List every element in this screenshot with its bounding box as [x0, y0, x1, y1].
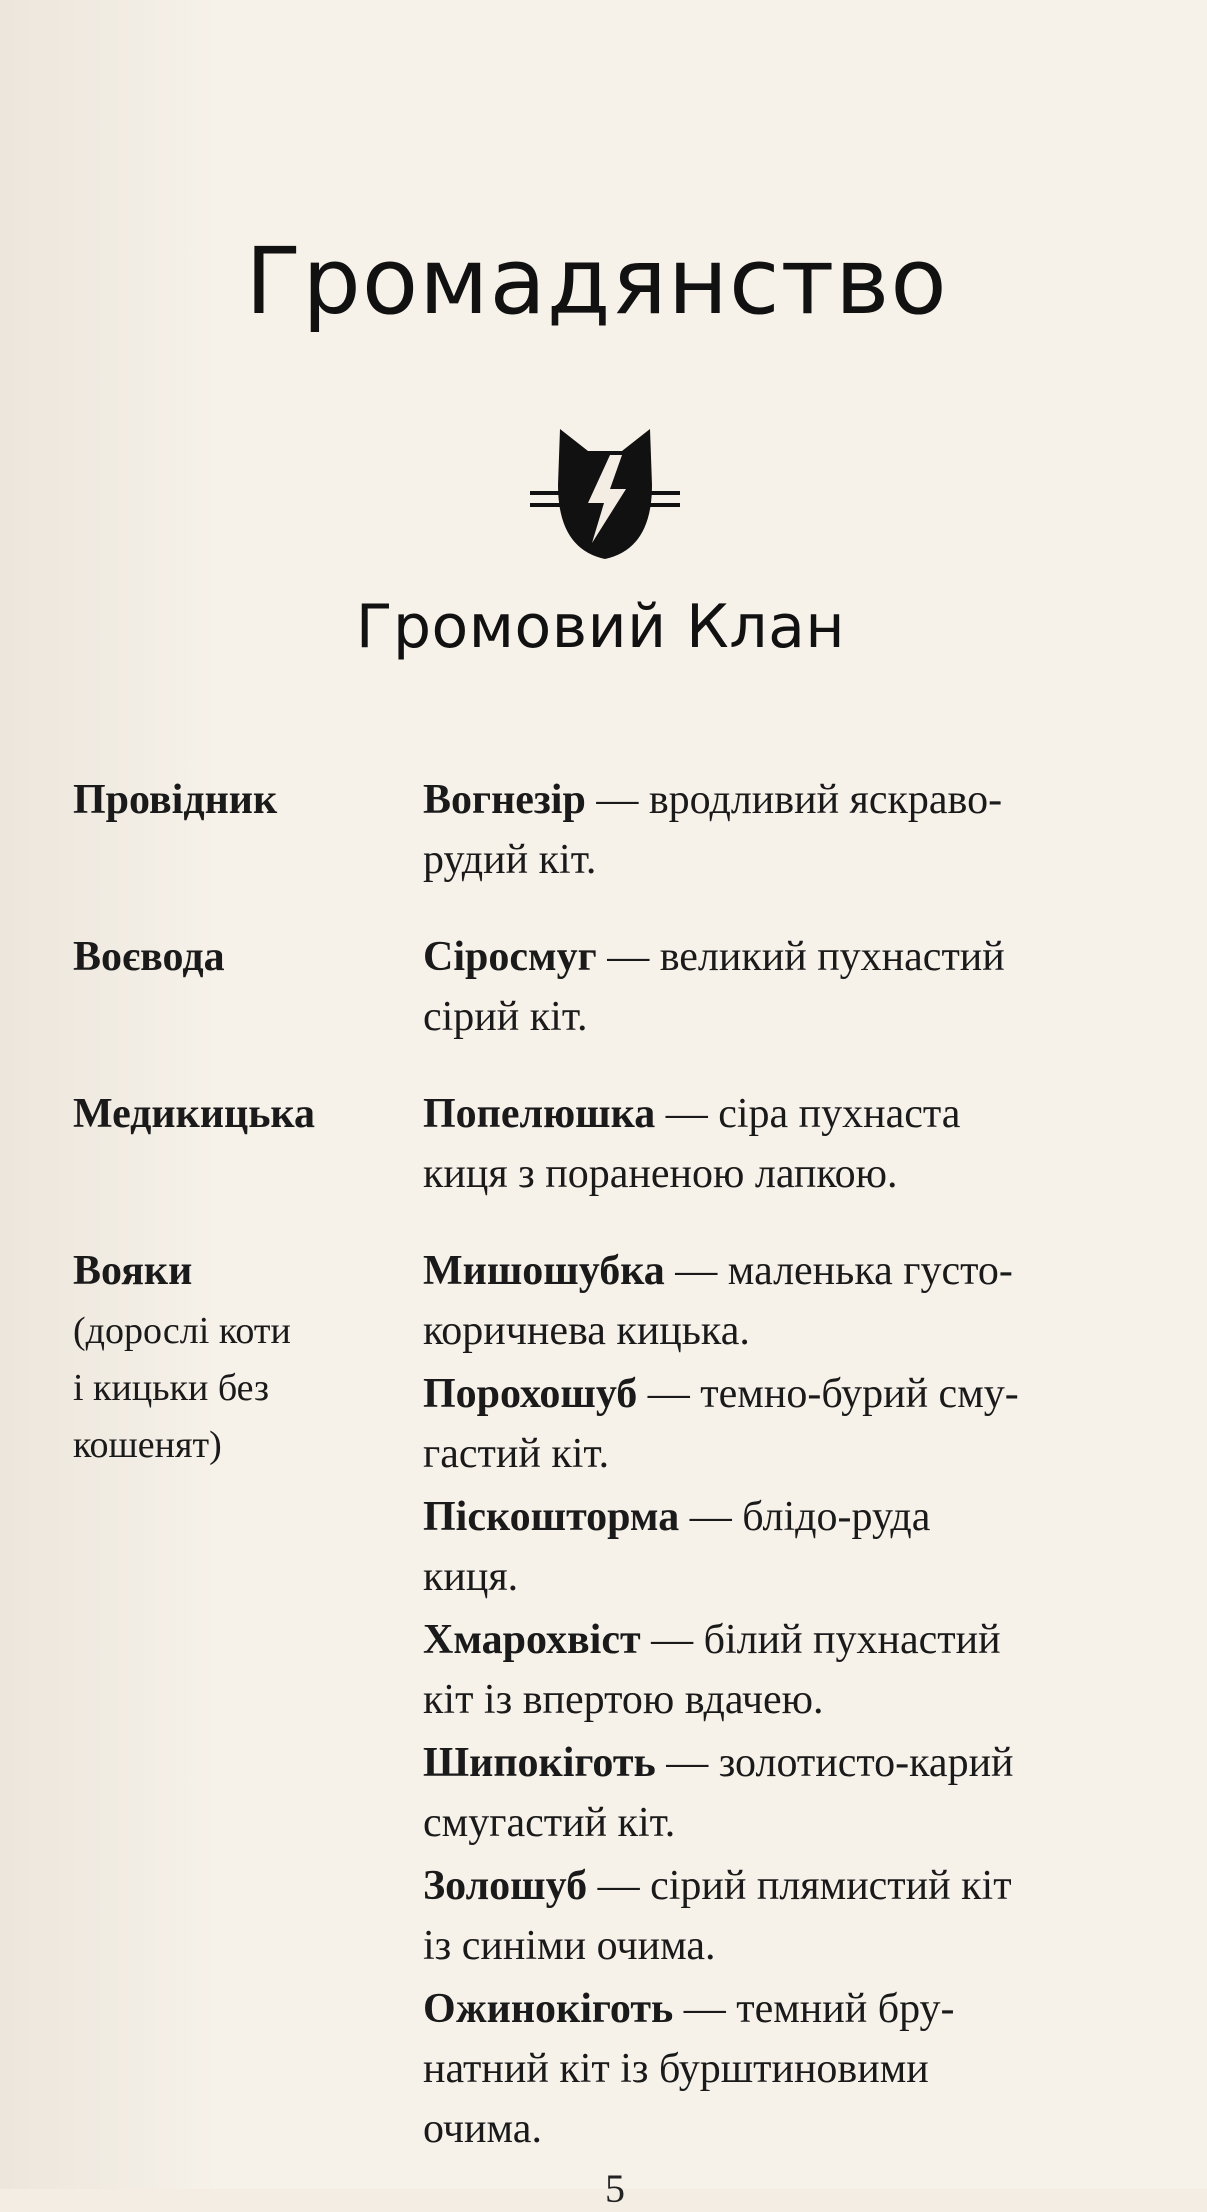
role-note-line: кошенят) [73, 1424, 222, 1466]
role-title: Воєвода [73, 934, 225, 980]
roster-row-leader [73, 770, 1153, 893]
role-note-line: (дорослі коти [73, 1310, 291, 1352]
member-name: Вогнезір [423, 777, 586, 823]
member-entry [423, 770, 1153, 890]
member-description: — вродливий яскраво- [585, 777, 1003, 823]
member-description-cont: сірий кіт. [423, 994, 588, 1040]
member-entry [423, 1979, 1153, 2159]
member-name: Піскошторма [423, 1494, 680, 1540]
member-description: — сірий плямистий кіт [587, 1863, 1012, 1909]
members-column [423, 927, 1153, 1050]
member-entry [423, 1084, 1153, 1204]
role-title: Медикицька [73, 1091, 315, 1137]
roster-row-medicine-cat [73, 1084, 1153, 1207]
members-column [423, 1084, 1153, 1207]
member-description-cont: натний кіт із бурштиновими [423, 2046, 929, 2092]
member-entry [423, 1856, 1153, 1976]
member-description-cont: із синіми очима. [423, 1923, 716, 1969]
role-column [73, 1084, 423, 1144]
member-description: — сіра пухнаста [655, 1091, 961, 1137]
member-entry [423, 1487, 1153, 1607]
member-description-cont: кіт із впертою вдачею. [423, 1677, 824, 1723]
member-description: — золотисто-карий [655, 1740, 1014, 1786]
roster-row-warriors [73, 1241, 1153, 2162]
member-description-cont: очима. [423, 2106, 542, 2152]
member-description-cont: рудий кіт. [423, 837, 597, 883]
members-column [423, 1241, 1153, 2162]
roster-row-deputy [73, 927, 1153, 1050]
member-name: Ожинокіготь [423, 1986, 674, 2032]
role-column [73, 927, 423, 987]
role-column [73, 770, 423, 830]
cat-head-lightning-icon [530, 425, 680, 565]
member-description: — маленька густо- [664, 1248, 1013, 1294]
member-entry [423, 1364, 1153, 1484]
role-title: Вояки [73, 1248, 193, 1294]
role-title: Провідник [73, 777, 278, 823]
member-entry [423, 1733, 1153, 1853]
page-number: 5 [605, 2166, 625, 2211]
member-name: Сіросмуг [423, 934, 597, 980]
member-description-cont: гастий кіт. [423, 1431, 610, 1477]
member-description-cont: киця з пораненою лапкою. [423, 1151, 898, 1197]
member-name: Золошуб [423, 1863, 588, 1909]
member-name: Порохошуб [423, 1371, 638, 1417]
members-column [423, 770, 1153, 893]
page-heading: Громадянство [245, 228, 948, 335]
member-description: — темний бру- [673, 1986, 955, 2032]
clan-name: Громовий Клан [355, 592, 846, 662]
member-description-cont: киця. [423, 1554, 519, 1600]
member-entry [423, 1241, 1153, 1361]
member-description: — блідо-руда [679, 1494, 931, 1540]
member-description-cont: коричнева кицька. [423, 1308, 750, 1354]
member-name: Шипокіготь [423, 1740, 656, 1786]
clan-roster [73, 770, 1153, 2162]
member-description-cont: смугастий кіт. [423, 1800, 676, 1846]
member-entry [423, 1610, 1153, 1730]
role-column [73, 1241, 423, 1474]
role-note-line: і кицьки без [73, 1367, 269, 1409]
member-description: — великий пухнастий [596, 934, 1005, 980]
member-description: — білий пухнастий [640, 1617, 1001, 1663]
member-name: Хмарохвіст [423, 1617, 641, 1663]
member-description: — темно-бурий сму- [637, 1371, 1019, 1417]
role-note [73, 1303, 423, 1474]
member-entry [423, 927, 1153, 1047]
member-name: Мишошубка [423, 1248, 665, 1294]
member-name: Попелюшка [423, 1091, 656, 1137]
